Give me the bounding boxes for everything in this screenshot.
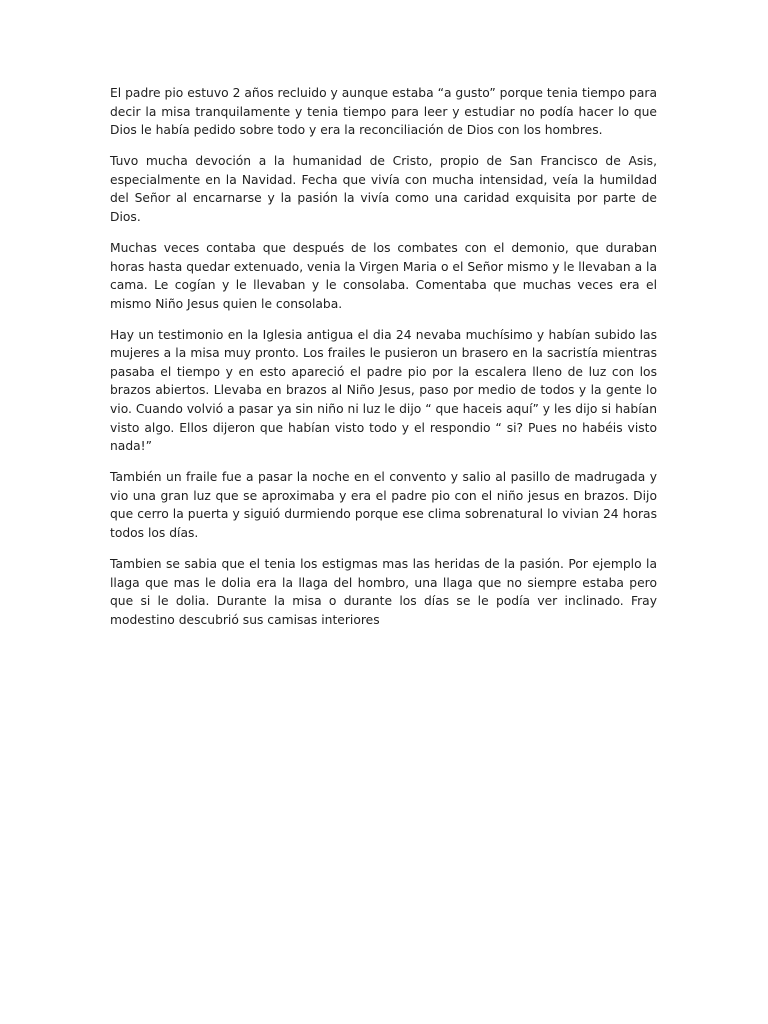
paragraph-3: Muchas veces contaba que después de los combates con el demonio, que duraban horas hasta quedar extenuado, venia la Virgen Maria o el Señor mismo y le llevaban a la cama. Le cogían y le llevaban y le consolaba. Comentaba que muchas veces era el mismo Niño Jesus quien le consolaba. [110,240,657,311]
paragraph-1: El padre pio estuvo 2 años recluido y aunque estaba “a gusto” porque tenia tiempo para decir la misa tranquilamente y tenia tiempo para leer y estudiar no podía hacer lo que Dios le había pedido sobre todo y era la reconciliación de Dios con los hombres. [110,86,657,138]
paragraph-6: Tambien se sabia que el tenia los estigmas mas las heridas de la pasión. Por ejemplo la llaga que mas le dolia era la llaga del hombro, una llaga que no siempre estaba pero que si le dolia. Durante la misa o durante los días se le podía ver inclinado. Fray modestino descubrió sus camisas interiores [110,557,657,627]
paragraph-5: También un fraile fue a pasar la noche en el convento y salio al pasillo de madrugada y vio una gran luz que se aproximaba y era el padre pio con el niño jesus en brazos. Dijo que cerro la puerta y siguió durmiendo porque ese clima sobrenatural lo vivian 24 horas todos los días. [110,470,657,541]
document-page [110,84,657,642]
paragraph-4: Hay un testimonio en la Iglesia antigua el dia 24 nevaba muchísimo y habían subido las mujeres a la misa muy pronto. Los frailes le pusieron un brasero en la sacristía mientras pasaba el tiempo y en esto apareció el padre pio por la escalera lleno de luz con los brazos abiertos. Llevaba en brazos al Niño Jesus, paso por medio de todos y la gente lo vio. Cuando volvió a pasar ya sin niño ni luz le dijo “ que haceis aquí” y les dijo si habían visto algo. Ellos dijeron que habían visto todo y el respondio “ si? Pues no habéis visto nada!” [110,327,657,454]
paragraph-2: Tuvo mucha devoción a la humanidad de Cristo, propio de San Francisco de Asis, especialmente en la Navidad. Fecha que vivía con mucha intensidad, veía la humildad del Señor al encarnarse y la pasión la vivía como una caridad exquisita por parte de Dios. [110,154,657,224]
